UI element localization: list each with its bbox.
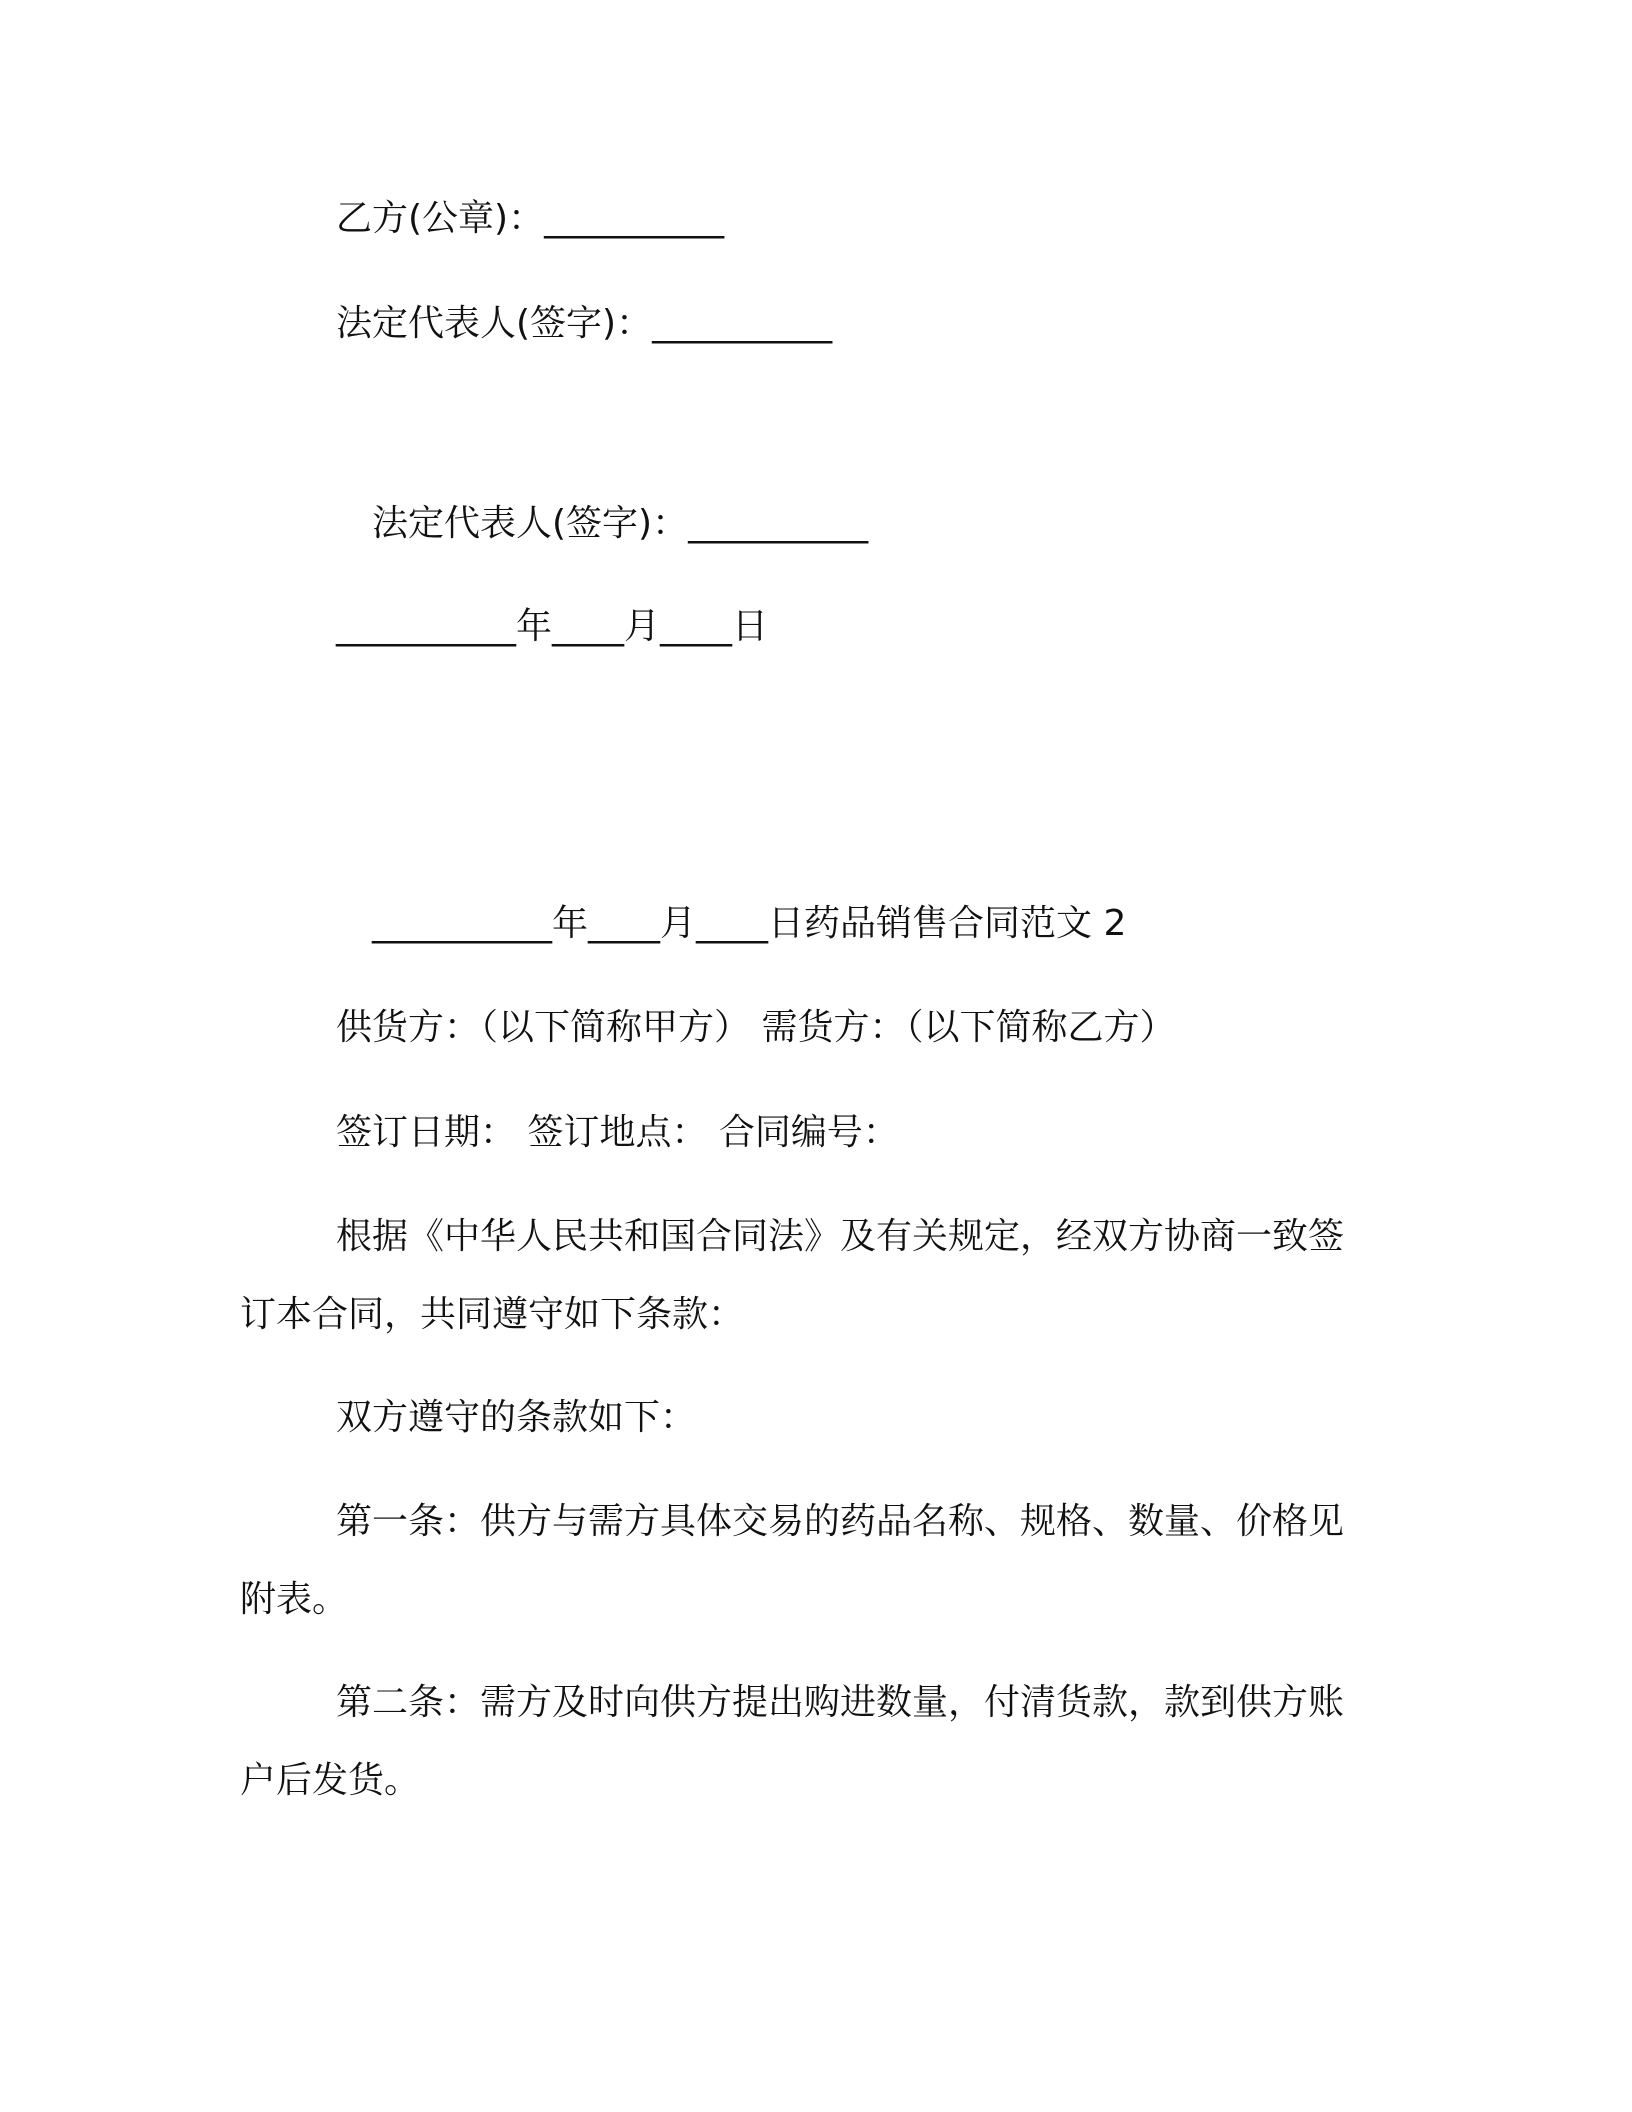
legal-representative-signature-line-2: 法定代表人(签字)：__________ [372, 503, 869, 544]
article-2-line-2: 户后发货。 [240, 1760, 421, 1801]
contract-title: __________年____月____日药品销售合同范文 2 [372, 903, 1127, 944]
article-1-line-2: 附表。 [240, 1579, 349, 1620]
basis-paragraph [240, 1213, 1395, 1339]
basis-paragraph-line-1: 根据《中华人民共和国合同法》及有关规定，经双方协商一致签 [336, 1216, 1345, 1257]
article-2-line-1: 第二条：需方及时向供方提出购进数量，付清货款，款到供方账 [336, 1682, 1345, 1723]
terms-intro-line: 双方遵守的条款如下： [336, 1397, 697, 1438]
article-1-line-1: 第一条：供方与需方具体交易的药品名称、规格、数量、价格见 [336, 1501, 1345, 1542]
article-2-paragraph [240, 1679, 1395, 1805]
article-1-paragraph [240, 1498, 1395, 1624]
basis-paragraph-line-2: 订本合同，共同遵守如下条款： [240, 1294, 745, 1335]
signing-info-line: 签订日期： 签订地点： 合同编号： [336, 1112, 899, 1153]
parties-line: 供货方：（以下简称甲方） 需货方：（以下简称乙方） [336, 1007, 1176, 1048]
legal-representative-signature-line: 法定代表人(签字)：__________ [336, 303, 833, 344]
date-line: __________年____月____日 [336, 606, 768, 647]
party-b-seal-line: 乙方(公章)：__________ [336, 198, 725, 239]
